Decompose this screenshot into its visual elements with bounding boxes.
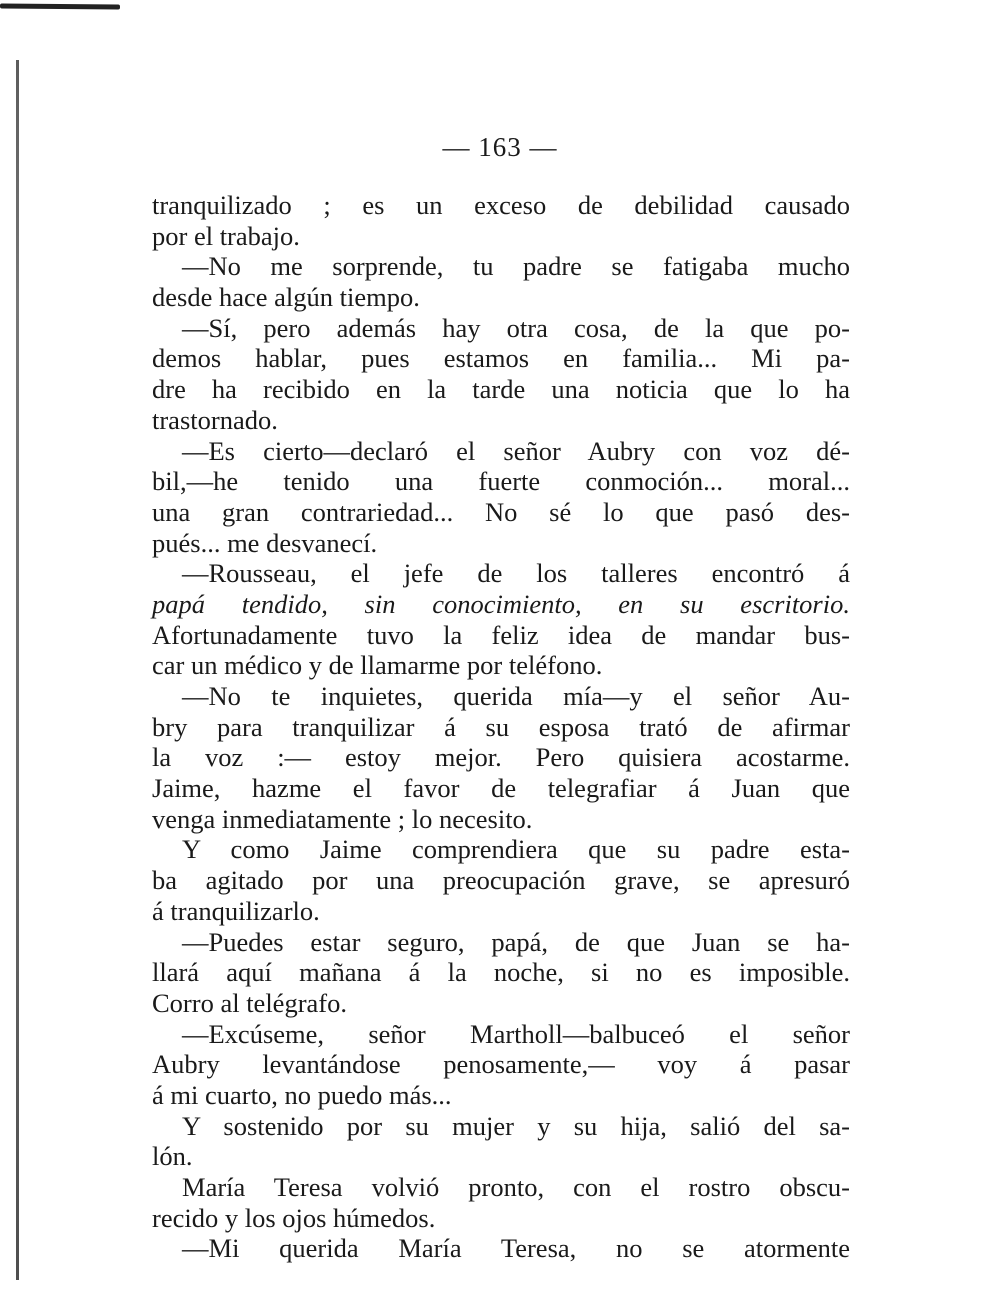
- text-line: bil,—he tenido una fuerte conmoción... moral...: [152, 466, 850, 497]
- text-line: Jaime, hazme el favor de telegrafiar á Juan que: [152, 773, 850, 804]
- text-line: —Excúseme, señor Martholl—balbuceó el señor: [182, 1018, 850, 1049]
- text-line: ba agitado por una preocupación grave, se apresuró: [152, 865, 850, 896]
- text-line: —No me sorprende, tu padre se fatigaba mucho: [182, 251, 850, 282]
- text-line: —Rousseau, el jefe de los talleres encontró á: [182, 558, 850, 589]
- text-line: Y sostenido por su mujer y su hija, salió del sa-: [182, 1110, 850, 1141]
- text-line: —Es cierto—declaró el señor Aubry con voz dé-: [182, 435, 850, 466]
- text-line: car un médico y de llamarme por teléfono.: [152, 650, 603, 681]
- text-line: Aubry levantándose penosamente,— voy á pasar: [152, 1049, 850, 1080]
- scan-artifact-edge: [16, 60, 19, 1280]
- text-line: Y como Jaime comprendiera que su padre esta-: [182, 834, 850, 865]
- text-line: la voz :— estoy mejor. Pero quisiera acostarme.: [152, 742, 850, 773]
- text-line: Corro al telégrafo.: [152, 987, 347, 1018]
- text-line: desde hace algún tiempo.: [152, 282, 420, 313]
- text-line: trastornado.: [152, 404, 278, 435]
- text-line: por el trabajo.: [152, 220, 300, 251]
- text-line: —Mi querida María Teresa, no se atormente: [182, 1233, 850, 1264]
- text-line: á mi cuarto, no puedo más...: [152, 1079, 452, 1110]
- text-line: María Teresa volvió pronto, con el rostro obscu-: [182, 1172, 850, 1202]
- text-line: papá tendido, sin conocimiento, en su escritorio.: [152, 588, 850, 619]
- text-line: lón.: [152, 1141, 193, 1172]
- text-line: dre ha recibido en la tarde una noticia que lo ha: [152, 374, 850, 405]
- page-number: — 163 —: [442, 132, 558, 162]
- text-line: recido y los ojos húmedos.: [152, 1202, 436, 1233]
- text-line: venga inmediatamente ; lo necesito.: [152, 803, 533, 834]
- text-line: bry para tranquilizar á su esposa trató de afirmar: [152, 711, 850, 742]
- text-line: á tranquilizarlo.: [152, 895, 320, 926]
- text-line: tranquilizado ; es un exceso de debilidad causado: [152, 190, 850, 220]
- text-line: una gran contrariedad... No sé lo que pasó des-: [152, 496, 850, 527]
- text-line: —No te inquietes, querida mía—y el señor Au-: [182, 681, 850, 711]
- text-line: —Sí, pero además hay otra cosa, de la que po-: [182, 312, 850, 343]
- scan-artifact-top: [0, 3, 120, 9]
- text-line: pués... me desvanecí.: [152, 527, 378, 558]
- text-line: demos hablar, pues estamos en familia... Mi pa-: [152, 343, 850, 374]
- text-line: Afortunadamente tuvo la feliz idea de mandar bus-: [152, 619, 850, 650]
- body-text: [152, 190, 850, 1264]
- text-line: —Puedes estar seguro, papá, de que Juan se ha-: [182, 926, 850, 957]
- text-line: llará aquí mañana á la noche, si no es imposible.: [152, 957, 850, 988]
